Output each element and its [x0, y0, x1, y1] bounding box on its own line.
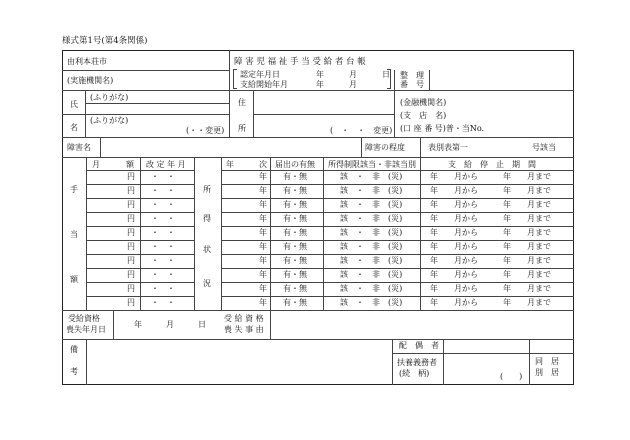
- income-limit-status: 該 ・ 非 (災): [340, 200, 403, 209]
- allowance-revision-date: ・ ・: [151, 270, 175, 279]
- allowance-revision-date: ・ ・: [151, 284, 175, 293]
- income-year: 年: [259, 256, 267, 265]
- income-year: 年: [259, 284, 267, 293]
- income-limit-status: 該 ・ 非 (災): [340, 228, 403, 237]
- remarks-label-2: 考: [70, 367, 78, 376]
- loss-date-ymd: 年 月 日: [134, 320, 206, 329]
- name-label-1: 氏: [70, 100, 78, 109]
- name-change-note: (・・変更): [186, 126, 225, 135]
- allowance-side-1: 手: [70, 185, 78, 194]
- allowance-yen: 円: [127, 242, 135, 251]
- allowance-yen: 円: [127, 214, 135, 223]
- income-header-year: 年: [226, 160, 234, 169]
- income-header-suspension: 支 給 停 止 期 間: [448, 160, 536, 169]
- income-header-filed: 届出の有無: [275, 160, 315, 169]
- address-label-2: 所: [238, 124, 246, 133]
- income-year: 年: [259, 270, 267, 279]
- loss-date-label-1: 受給資格: [68, 314, 100, 323]
- furigana-label-1: (ふりがな): [90, 93, 129, 102]
- allowance-yen: 円: [127, 256, 135, 265]
- allowance-yen: 円: [127, 270, 135, 279]
- income-side-3: 状: [203, 245, 211, 254]
- city-name: 由利本荘市: [67, 57, 107, 66]
- account-number-label: (口 座 番 号)普・当No.: [400, 124, 485, 133]
- cert-day: 日: [382, 70, 390, 79]
- suspension-until: 年 月まで: [503, 214, 551, 223]
- allowance-header-month: 月: [92, 160, 100, 169]
- allowance-revision-date: ・ ・: [151, 186, 175, 195]
- allowance-header-amount: 額: [126, 160, 134, 169]
- allowance-yen: 円: [127, 298, 135, 307]
- disability-degree-label: 障害の程度: [365, 143, 405, 152]
- agency-note: (実施機関名): [67, 76, 114, 85]
- allowance-revision-date: ・ ・: [151, 200, 175, 209]
- income-filed-status: 有・無: [283, 298, 307, 307]
- cert-year: 年: [316, 70, 324, 79]
- seiri-label-1: 整 理: [400, 71, 424, 80]
- income-limit-status: 該 ・ 非 (災): [340, 242, 403, 251]
- income-limit-status: 該 ・ 非 (災): [340, 270, 403, 279]
- income-limit-status: 該 ・ 非 (災): [340, 284, 403, 293]
- income-limit-status: 該 ・ 非 (災): [340, 298, 403, 307]
- income-filed-status: 有・無: [283, 284, 307, 293]
- income-year: 年: [259, 228, 267, 237]
- suspension-from: 年 月から: [430, 298, 478, 307]
- furigana-label-2: (ふりがな): [90, 116, 129, 125]
- suspension-from: 年 月から: [430, 200, 478, 209]
- income-filed-status: 有・無: [283, 172, 307, 181]
- suspension-from: 年 月から: [430, 256, 478, 265]
- loss-date-label-2: 喪失年月日: [66, 325, 106, 334]
- income-side-4: 況: [203, 279, 211, 288]
- income-side-1: 所: [203, 185, 211, 194]
- allowance-yen: 円: [127, 186, 135, 195]
- income-filed-status: 有・無: [283, 186, 307, 195]
- spouse-label: 配 偶 者: [399, 341, 439, 350]
- loss-reason-label-2: 喪 失 事 由: [224, 325, 264, 334]
- suspension-until: 年 月まで: [503, 172, 551, 181]
- income-limit-status: 該 ・ 非 (災): [340, 172, 403, 181]
- suspension-until: 年 月まで: [503, 256, 551, 265]
- allowance-revision-date: ・ ・: [151, 256, 175, 265]
- form-title: 様式第1号(第4条関係): [62, 36, 148, 46]
- suspension-from: 年 月から: [430, 270, 478, 279]
- income-year: 年: [259, 214, 267, 223]
- loss-reason-label-1: 受 給 資 格: [224, 314, 264, 323]
- suspension-from: 年 月から: [430, 186, 478, 195]
- income-filed-status: 有・無: [283, 270, 307, 279]
- pay-year: 年: [316, 80, 324, 89]
- register-form: [62, 50, 574, 385]
- income-year: 年: [259, 298, 267, 307]
- allowance-revision-date: ・ ・: [151, 298, 175, 307]
- suspension-from: 年 月から: [430, 172, 478, 181]
- income-limit-status: 該 ・ 非 (災): [340, 186, 403, 195]
- allowance-side-3: 額: [70, 275, 78, 284]
- pay-start-label: 支給開始年月: [240, 80, 288, 89]
- income-filed-status: 有・無: [283, 214, 307, 223]
- suspension-from: 年 月から: [430, 228, 478, 237]
- allowance-header-revision: 改 定 年 月: [146, 160, 186, 169]
- income-year: 年: [259, 200, 267, 209]
- address-label-1: 住: [238, 98, 246, 107]
- supporter-label-1: 扶養義務者: [397, 358, 437, 367]
- cert-month: 月: [349, 70, 357, 79]
- cohabiting-label: 同 居: [535, 357, 559, 366]
- suspension-until: 年 月まで: [503, 284, 551, 293]
- suspension-from: 年 月から: [430, 284, 478, 293]
- income-header-limit: 所得制限該当・非該当別: [328, 160, 416, 169]
- allowance-yen: 円: [127, 228, 135, 237]
- item-applicable-label: 号該当: [532, 143, 556, 152]
- income-year: 年: [259, 186, 267, 195]
- income-filed-status: 有・無: [283, 242, 307, 251]
- allowance-revision-date: ・ ・: [151, 172, 175, 181]
- supporter-label-2: (続 柄): [399, 369, 430, 378]
- seiri-label-2: 番 号: [400, 80, 424, 89]
- cert-date-label: 認定年月日: [240, 70, 280, 79]
- suspension-until: 年 月まで: [503, 298, 551, 307]
- income-filed-status: 有・無: [283, 256, 307, 265]
- allowance-revision-date: ・ ・: [151, 214, 175, 223]
- allowance-yen: 円: [127, 200, 135, 209]
- income-year: 年: [259, 242, 267, 251]
- income-filed-status: 有・無: [283, 228, 307, 237]
- branch-name-label: (支 店 名): [400, 111, 447, 120]
- suspension-from: 年 月から: [430, 214, 478, 223]
- suspension-until: 年 月まで: [503, 228, 551, 237]
- name-label-2: 名: [70, 123, 78, 132]
- suspension-until: 年 月まで: [503, 270, 551, 279]
- annex-table-label: 表別表第一: [428, 143, 468, 152]
- allowance-yen: 円: [127, 284, 135, 293]
- suspension-from: 年 月から: [430, 242, 478, 251]
- address-change-note: ( ・ ・ 変更): [330, 126, 393, 135]
- income-year: 年: [259, 172, 267, 181]
- suspension-until: 年 月まで: [503, 200, 551, 209]
- bank-name-label: (金融機関名): [400, 98, 447, 107]
- remarks-label-1: 備: [70, 345, 78, 354]
- separate-label: 別 居: [535, 368, 559, 377]
- suspension-until: 年 月まで: [503, 242, 551, 251]
- income-header-order: 次: [259, 160, 267, 169]
- relationship-paren: ( ): [500, 372, 523, 381]
- allowance-revision-date: ・ ・: [151, 228, 175, 237]
- disability-name-label: 障害名: [67, 143, 91, 152]
- register-title: 障 害 児 福 祉 手 当 受 給 者 台 帳: [234, 57, 366, 67]
- pay-month: 月: [349, 80, 357, 89]
- allowance-revision-date: ・ ・: [151, 242, 175, 251]
- allowance-yen: 円: [127, 172, 135, 181]
- suspension-until: 年 月まで: [503, 186, 551, 195]
- income-filed-status: 有・無: [283, 200, 307, 209]
- allowance-side-2: 当: [70, 230, 78, 239]
- income-limit-status: 該 ・ 非 (災): [340, 214, 403, 223]
- income-limit-status: 該 ・ 非 (災): [340, 256, 403, 265]
- income-side-2: 得: [203, 214, 211, 223]
